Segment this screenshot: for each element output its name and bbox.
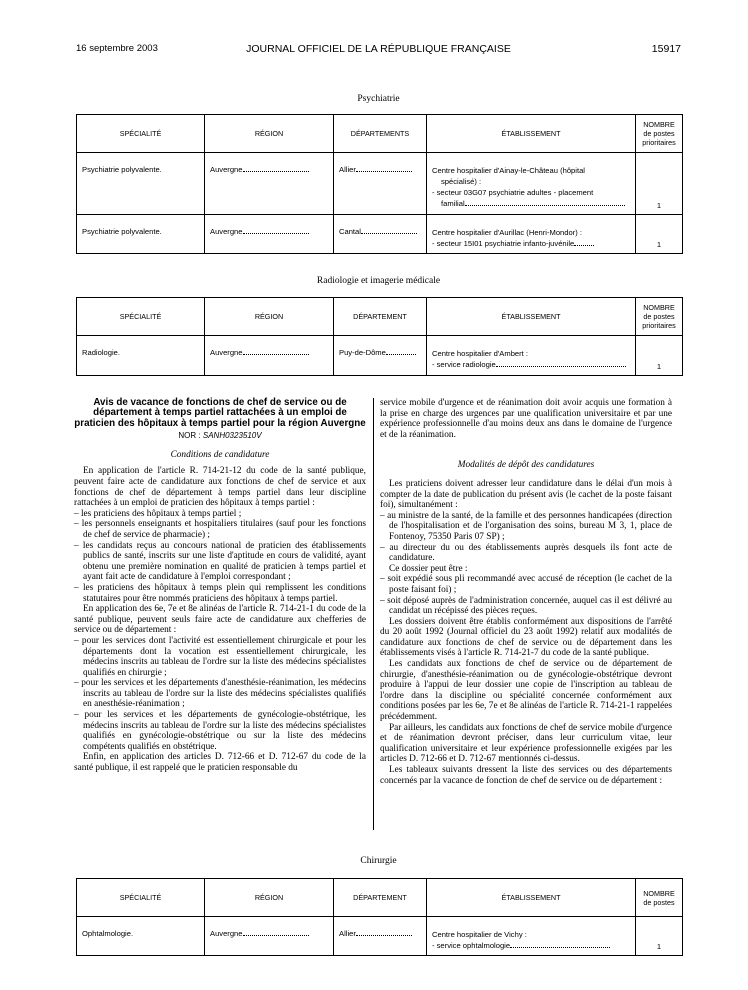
col-header-etablissement: ÉTABLISSEMENT [427,298,636,336]
chirurgie-table [76,878,683,956]
cell-nombre: 1 [636,917,683,956]
list-item: – les personnels enseignants et hospitaliers titulaires (sauf pour les fonctions de chef de service de pharmacie) ; [74,519,366,540]
paragraph: En application de l'article R. 714-21-12 du code de la santé publique, peuvent faire acte de candidature aux fonctions de chef de service et aux fonctions de chef de département à temps partiel dans leur discipline rattachées à un emploi de praticien des hôpitaux à temps partiel : [74,466,366,509]
psychiatrie-table [76,114,683,254]
list-item: – les praticiens des hôpitaux à temps plein qui remplissent les conditions statutaires pour être nommés praticiens des hôpitaux à temps partiel. [74,582,366,604]
cell-departement: Puy-de-Dôme [334,336,427,376]
cell-specialite: Psychiatrie polyvalente. [77,215,205,254]
paragraph: Les candidats aux fonctions de chef de service ou de département de chirurgie, d'anesthésie-réanimation ou de gynécologie-obstétrique devront produire à l'appui de leur dossier une copie de l'inscription au tableau de l'ordre dans la discipline ou spécialité concernée conformément aux conditions posées par les 6e, 7e et 8e alinéas de l'article R. 714-21-1 rappelées précédemment. [380,659,672,723]
header-journal-title: JOURNAL OFFICIEL DE LA RÉPUBLIQUE FRANÇAISE [246,43,511,55]
cell-region: Auvergne [205,336,334,376]
cell-departement: Cantal [334,215,427,254]
radiologie-title: Radiologie et imagerie médicale [316,276,441,286]
cell-nombre: 1 [636,153,683,215]
paragraph: Par ailleurs, les candidats aux fonctions de chef de service mobile d'urgence et de réanimation devront préciser, dans leur curriculum vitae, leur qualification universitaire et leur expérience professionnelle exigées par les articles D. 712-66 et D. 712-67 mentionnés ci-dessus. [380,722,672,765]
cell-nombre: 1 [636,215,683,254]
header-date: 16 septembre 2003 [76,43,158,54]
candidates-list [74,509,366,604]
nor-reference: NOR : SANH0323510V [178,431,262,441]
cell-specialite: Psychiatrie polyvalente. [77,153,205,215]
cell-specialite: Ophtalmologie. [77,917,205,956]
recipients-list [380,511,672,564]
paragraph: Les tableaux suivants dressent la liste des services ou des départements concernés par la vacance de fonction de chef de service ou de département : [380,765,672,786]
cell-region: Auvergne [205,153,334,215]
avis-title: Avis de vacance de fonctions de chef de service ou de département à temps partiel rattachées à un emploi de praticien des hôpitaux à temps partiel pour la région Auvergne [74,397,366,429]
list-item: – soit expédié sous pli recommandé avec accusé de réception (le cachet de la poste faisant foi) ; [380,574,672,595]
radiologie-table [76,297,683,376]
paragraph: Enfin, en application des articles D. 712-66 et D. 712-67 du code de la santé publique, il est rappelé que le praticien responsable du [74,752,366,774]
chirurgie-title: Chirurgie [360,856,397,866]
col-header-departements: DÉPARTEMENTS [334,115,427,153]
col-header-etablissement: ÉTABLISSEMENT [427,115,636,153]
column-divider [373,398,374,830]
cell-etablissement: Centre hospitalier de Vichy : - service ophtalmologie [427,917,636,956]
cell-etablissement: Centre hospitalier d'Aurillac (Henri-Mondor) : - secteur 15I01 psychiatrie infanto-juvénile [427,215,636,254]
list-item: – les candidats reçus au concours national de praticien des établissements publics de santé, inscrits sur une liste d'aptitude en cours de validité, ayant obtenu une première nomination en qualité de praticien à temps partiel et ayant fait acte de candidature à l'emploi correspondant ; [74,540,366,583]
list-item: – pour les services et les départements d'anesthésie-réanimation, les médecins inscrits au tableau de l'ordre sur la liste des médecins spécialistes qualifiés en anesthésie-réanimation ; [74,678,366,710]
paragraph: Les dossiers doivent être établis conformément aux dispositions de l'arrêté du 20 août 1992 (Journal officiel du 23 août 1992) relatif aux modalités de candidature aux fonctions de chef de service ou de département dans les établissements visés à l'article R. 714-21-7 du code de la santé publique. [380,616,672,659]
table-row [77,215,683,254]
psychiatrie-title: Psychiatrie [357,94,400,104]
col-header-region: RÉGION [205,879,334,917]
cell-etablissement: Centre hospitalier d'Ambert : - service radiologie [427,336,636,376]
paragraph: Les praticiens doivent adresser leur candidature dans le délai d'un mois à compter de la date de publication du présent avis (le cachet de la poste faisant foi), simultanément : [380,478,672,511]
paragraph: Ce dossier peut être : [389,563,468,574]
col-header-specialite: SPÉCIALITÉ [77,298,205,336]
table-row [77,336,683,376]
sending-options-list [380,574,672,616]
col-header-departement: DÉPARTEMENT [334,298,427,336]
col-header-nombre: NOMBRE de postes prioritaires [636,298,683,336]
paragraph: En application des 6e, 7e et 8e alinéas de l'article R. 714-21-1 du code de la santé publique, peuvent seuls faire acte de candidature aux chefferies de service ou de département : [74,604,366,636]
list-item: – pour les services dont l'activité est essentiellement chirurgicale et pour les départements dont la vocation est essentiellement chirurgicale, les médecins inscrits au tableau de l'ordre sur la liste des médecins spécialistes qualifiés en chirurgie ; [74,635,366,678]
cell-departement: Allier [334,917,427,956]
cell-specialite: Radiologie. [77,336,205,376]
col-header-departement: DÉPARTEMENT [334,879,427,917]
list-item: – soit déposé auprès de l'administration concernée, auquel cas il est délivré au candidat un récépissé des pièces reçues. [380,595,672,617]
cell-region: Auvergne [205,215,334,254]
col-header-specialite: SPÉCIALITÉ [77,115,205,153]
cell-etablissement: Centre hospitalier d'Ainay-le-Château (hôpital spécialisé) : - secteur 03G07 psychiatrie adultes - placement familial [427,153,636,215]
modalites-heading: Modalités de dépôt des candidatures [457,460,595,471]
page-header [76,43,681,57]
list-item: – les praticiens des hôpitaux à temps partiel ; [74,508,242,519]
cell-region: Auvergne [205,917,334,956]
table-row [77,153,683,215]
paragraph: service mobile d'urgence et de réanimation doit avoir acquis une formation à la prise en charge des urgences par une qualification universitaire et par une expérience professionnelle d'au moins deux ans dans le domaine de l'urgence et de la réanimation. [380,398,672,440]
cell-nombre: 1 [636,336,683,376]
right-column [380,398,672,786]
col-header-etablissement: ÉTABLISSEMENT [427,879,636,917]
conditions-heading: Conditions de candidature [170,449,270,460]
col-header-region: RÉGION [205,298,334,336]
list-item: – au ministre de la santé, de la famille et des personnes handicapées (direction de l'hospitalisation et de l'organisation des soins, bureau M 3, 1, place de Fontenoy, 75350 Paris 07 SP) ; [380,510,672,542]
list-item: – pour les services et les départements de gynécologie-obstétrique, les médecins inscrits au tableau de l'ordre sur la liste des médecins spécialistes qualifiés en gynécologie-obstétrique ou sur la liste des médecins compétents qualifiés en obstétrique. [74,710,366,752]
col-header-region: RÉGION [205,115,334,153]
col-header-nombre: NOMBRE de postes prioritaires [636,115,683,153]
cell-departement: Allier [334,153,427,215]
col-header-specialite: SPÉCIALITÉ [77,879,205,917]
services-list [74,636,366,753]
header-page-number: 15917 [651,43,681,55]
col-header-nombre: NOMBRE de postes [636,879,683,917]
table-row [77,917,683,956]
list-item: – au directeur du ou des établissements auprès desquels ils font acte de candidature. [380,542,672,564]
left-column [74,398,366,774]
